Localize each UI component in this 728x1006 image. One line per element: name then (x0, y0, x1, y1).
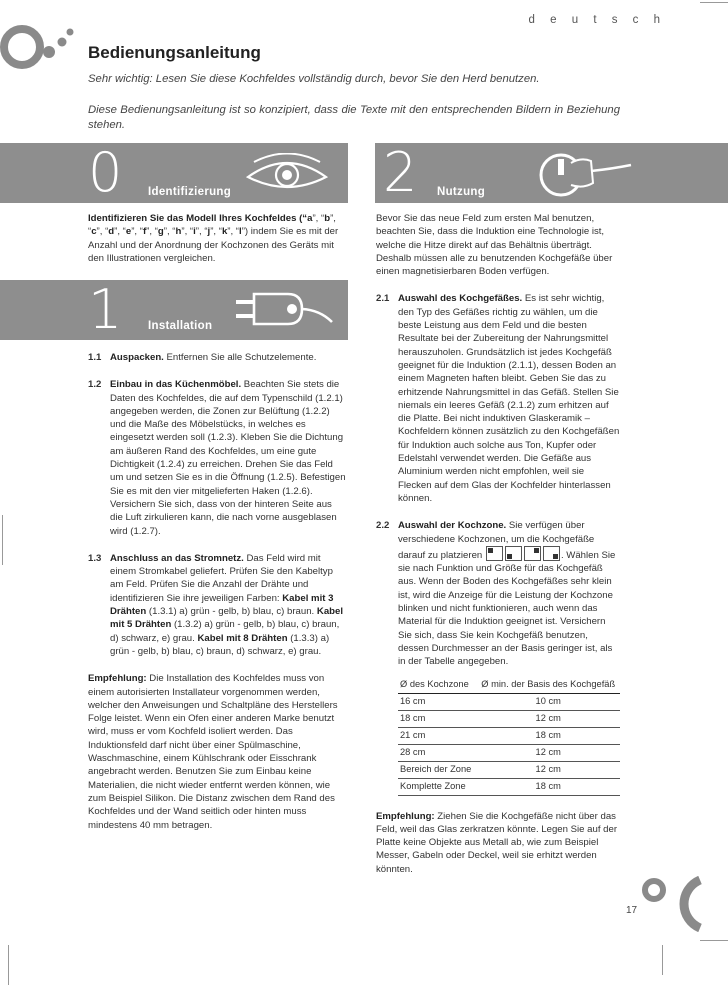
table-cell: Komplette Zone (398, 778, 476, 795)
crop-mark-top (700, 2, 728, 3)
table-cell: 10 cm (476, 693, 620, 710)
table-cell: 12 cm (476, 710, 620, 727)
item-text: Es ist sehr wichtig, den Typ des Gefäßes richtig zu wählen, um die beste Leistung aus dem Feld und die besten Resultate bei der Zubereitung der Nahrungsmittel herauszuholen. Grundsätzlich ist jedes Kochgefäß geeignet für die Induktion (2.1.1), dessen Boden an einem Magneten haften bleibt. Geben Sie das zu erhitzende Nahrungsmittel in das Gefäß. Stellen Sie niemals ein leeres Gefäß (2.1.2) zum erhitzen auf die Platte. Bei nicht induktiven Glaskeramik – Kochfeldern können zusätzlich zu den Kochgefäßen für Induktion auch solche aus Ton, Kupfer oder Edelstahl verwendet werden. Die Gefäße aus Aluminium werden nicht empfohlen, weil sie Flecken auf dem Glas der Kochfelder hinterlassen können. (398, 293, 620, 504)
table-cell: 12 cm (476, 744, 620, 761)
list-item-1-3 (88, 552, 346, 658)
brand-logo-corner (640, 876, 728, 932)
item-number: 1.2 (88, 379, 102, 391)
item-title: Auspacken. (110, 352, 164, 363)
item-number: 1.1 (88, 352, 102, 363)
table-cell: 12 cm (476, 761, 620, 778)
item-text-continued: . Wählen Sie sie nach Funktion und Größe für das Kochgefäß aus. Wenn der Boden des Kochgefäßes sehr klein ist, wird die Anzeige für die Leistung der Kochzone blinken und nicht funktionieren, auch wenn das Material für die Induktion geeignet ist. Versichern Sie sich, dass Sie kein Kochgefäß benutzen, dessen Durchmesser an der Basis geringer ist, als in der Tabelle angegeben. (398, 549, 616, 668)
model-b: b (324, 213, 331, 224)
model-j: j (207, 226, 211, 238)
intro-warning: Sehr wichtig: Lesen Sie diese Kochfeldes vollständig durch, bevor Sie den Herd benutzen. (88, 73, 540, 85)
table-cell: 18 cm (476, 778, 620, 795)
section-0-header (0, 143, 348, 203)
section-0-number: 0 (88, 141, 123, 204)
brand-logo-circles (0, 18, 78, 74)
recommendation-title: Empfehlung: (88, 673, 147, 685)
item-number: 2.2 (376, 520, 390, 532)
crop-mark-left-bottom (8, 945, 9, 985)
model-f: f (142, 226, 147, 238)
cookware-size-table (398, 677, 620, 796)
list-item-1-2 (88, 378, 346, 538)
table-cell: 21 cm (398, 727, 476, 744)
table-row (398, 727, 620, 744)
item-title: Anschluss an das Stromnetz. (110, 552, 244, 564)
model-i: i (193, 226, 196, 238)
recommendation-text: Ziehen Sie die Kochgefäße nicht über das Feld, weil das Glas zerkratzen könnte. Legen Sie auf der Platte keine Objekte aus Metall ab, wie zum Beispiel Messer, Gabeln oder Deckel, weil sie erhitzt werden könnten. (376, 810, 618, 875)
section-0-intro-b: ”) indem Sie es mit der Anzahl und der Anordnung der Kochzonen des Geräts mit den Illustrationen vergleichen. (88, 226, 339, 264)
cable-5-wires: Kabel mit 5 Drähten (110, 606, 344, 631)
section-1-number: 1 (88, 278, 123, 341)
cable-8-wires: Kabel mit 8 Drähten (197, 632, 288, 644)
model-c: c (91, 226, 97, 238)
cable-3-colors: (1.3.1) a) grün - gelb, b) blau, c) braun. (146, 606, 317, 618)
table-header-row (398, 677, 620, 694)
section-0-label: Identifizierung (148, 186, 232, 198)
table-row (398, 778, 620, 795)
language-label: d e u t s c h (528, 14, 666, 26)
item-text: Entfernen Sie alle Schutzelemente. (163, 352, 317, 363)
section-2-header (375, 143, 728, 203)
eye-icon (244, 153, 330, 195)
zone-bottom-right-icon (543, 546, 560, 561)
model-k: k (221, 226, 228, 238)
table-header: Ø min. der Basis des Kochgefäß (476, 677, 620, 694)
item-text: Beachten Sie stets die Daten des Kochfeldes, die auf dem Typenschild (1.2.1) angegeben werden, die Zonen zur Belüftung (1.2.2) und die Maße des Möbelstücks, in welches es eingesetzt werden soll (1.2.3). Kleben Sie die Dichtung am äußeren Rand des Kochfeldes, um eine gute Dichtigkeit (1.2.4) zu erreichen. Drehen Sie das Feld um und setzen Sie es in die Öffnung (1.2.5). Befestigen Sie es mit den vier mitgelieferten Haken (1.2.6). Versichern Sie sich, dass von der hinteren Seite aus die Luft zirkulieren kann, die nach vorne ausgeblasen wird (1.2.7). (110, 379, 346, 537)
crop-mark-right-bottom (662, 945, 663, 975)
section-2-text (376, 212, 620, 876)
list-item-2-2 (376, 519, 620, 795)
model-e: e (125, 226, 132, 238)
item-title: Einbau in das Küchenmöbel. (110, 379, 242, 391)
model-d: d (108, 226, 115, 238)
section-1-header (0, 280, 348, 340)
page-title: Bedienungsanleitung (88, 43, 261, 62)
model-a: a (307, 213, 313, 224)
usage-recommendation (376, 810, 620, 876)
page-number: 17 (626, 905, 638, 916)
installation-recommendation (88, 672, 346, 832)
model-h: h (175, 226, 182, 238)
section-1-label: Installation (148, 320, 213, 332)
cable-3-wires: Kabel mit 3 Drähten (110, 592, 334, 618)
zone-bottom-left-icon (505, 546, 522, 561)
item-number: 1.3 (88, 552, 102, 564)
intro-description: Diese Bedienungsanleitung ist so konzipiert, dass die Texte mit den entsprechenden Bildern in Beziehung stehen. (88, 104, 620, 131)
recommendation-text: Die Installation des Kochfeldes muss von einem autorisierten Installateur vorgenommen werden, welcher den Anweisungen und Schaltpläne des Herstellers Folge leistet. Wenn ein Ofen einer anderen Marke benutzt wird, muss er vom Kochfeld isoliert werden. Das Induktionsfeld darf nicht über einer Spülmaschine, Waschmaschine, einem Kühlschrank oder Eisschrank angebracht werden. Benutzen Sie zum Einbau keine Materialien, die nicht wieder entfernt werden können, wie zum Beispiel Silikon. Die Distanz zwischen dem Rand des Kochfeldes und der Wand seitlich oder hinten muss mindestens 40 mm betragen. (88, 673, 338, 831)
crop-mark-bottom (700, 940, 728, 941)
section-2-number: 2 (383, 141, 418, 204)
list-item-1-1 (88, 351, 346, 364)
item-text: Das Feld wird mit einem Stromkabel geliefert. Prüfen Sie den Kabeltyp am Feld. Prüfen Sie die Anzahl der Drähte und identifizieren Sie ihre jeweiligen Farben: (110, 552, 333, 604)
section-1-text (88, 351, 346, 832)
plug-icon (236, 288, 336, 332)
section-0-text: Identifizieren Sie das Modell Ihres Kochfeldes (“a”, “b”, “c”, “d”, “e”, “f”, “g”, “h”, “i”, “j”, “k”, “l”) indem Sie es mit der Anzahl und der Anordnung der Kochzonen des Geräts mit den Illustrationen vergleichen. (88, 213, 339, 264)
table-cell: 28 cm (398, 744, 476, 761)
item-title: Auswahl des Kochgefäßes. (398, 293, 523, 305)
section-0-intro-a: Identifizieren Sie das Modell Ihres Kochfeldes (“ (88, 213, 308, 224)
cable-5-colors: (1.3.2) a) grün - gelb, b) blau, c) braun, d) schwarz, e) grau. (110, 619, 340, 644)
table-cell: 16 cm (398, 693, 476, 710)
zone-top-left-icon (486, 546, 503, 561)
section-2-label: Nutzung (437, 186, 486, 198)
table-row (398, 761, 620, 778)
crop-mark-left (2, 515, 3, 565)
table-row (398, 710, 620, 727)
model-l: l (239, 226, 242, 238)
model-g: g (157, 226, 164, 238)
table-row (398, 744, 620, 761)
table-cell: 18 cm (398, 710, 476, 727)
recommendation-title: Empfehlung: (376, 810, 435, 822)
list-item-2-1 (376, 292, 620, 505)
touch-control-icon (531, 149, 641, 199)
table-row (398, 693, 620, 710)
item-title: Auswahl der Kochzone. (398, 520, 507, 532)
zone-top-right-icon (524, 546, 541, 561)
table-header: Ø des Kochzone (398, 677, 476, 694)
cable-8-colors: (1.3.3) a) grün - gelb, b) blau, c) braun, d) schwarz, e) grau. (110, 632, 330, 657)
item-text: Sie verfügen über verschiedene Kochzonen, um die Kochgefäße darauf zu platzieren (398, 520, 595, 561)
section-2-intro: Bevor Sie das neue Feld zum ersten Mal benutzen, beachten Sie, dass die Induktion eine Technologie ist, welche die Hitze direkt auf das Behältnis überträgt. Deshalb müssen alle zu benutzenden Kochgefäße über einen magnetisierbaren Boden verfügen. (376, 213, 613, 278)
item-number: 2.1 (376, 293, 390, 305)
table-cell: 18 cm (476, 727, 620, 744)
table-cell: Bereich der Zone (398, 761, 476, 778)
